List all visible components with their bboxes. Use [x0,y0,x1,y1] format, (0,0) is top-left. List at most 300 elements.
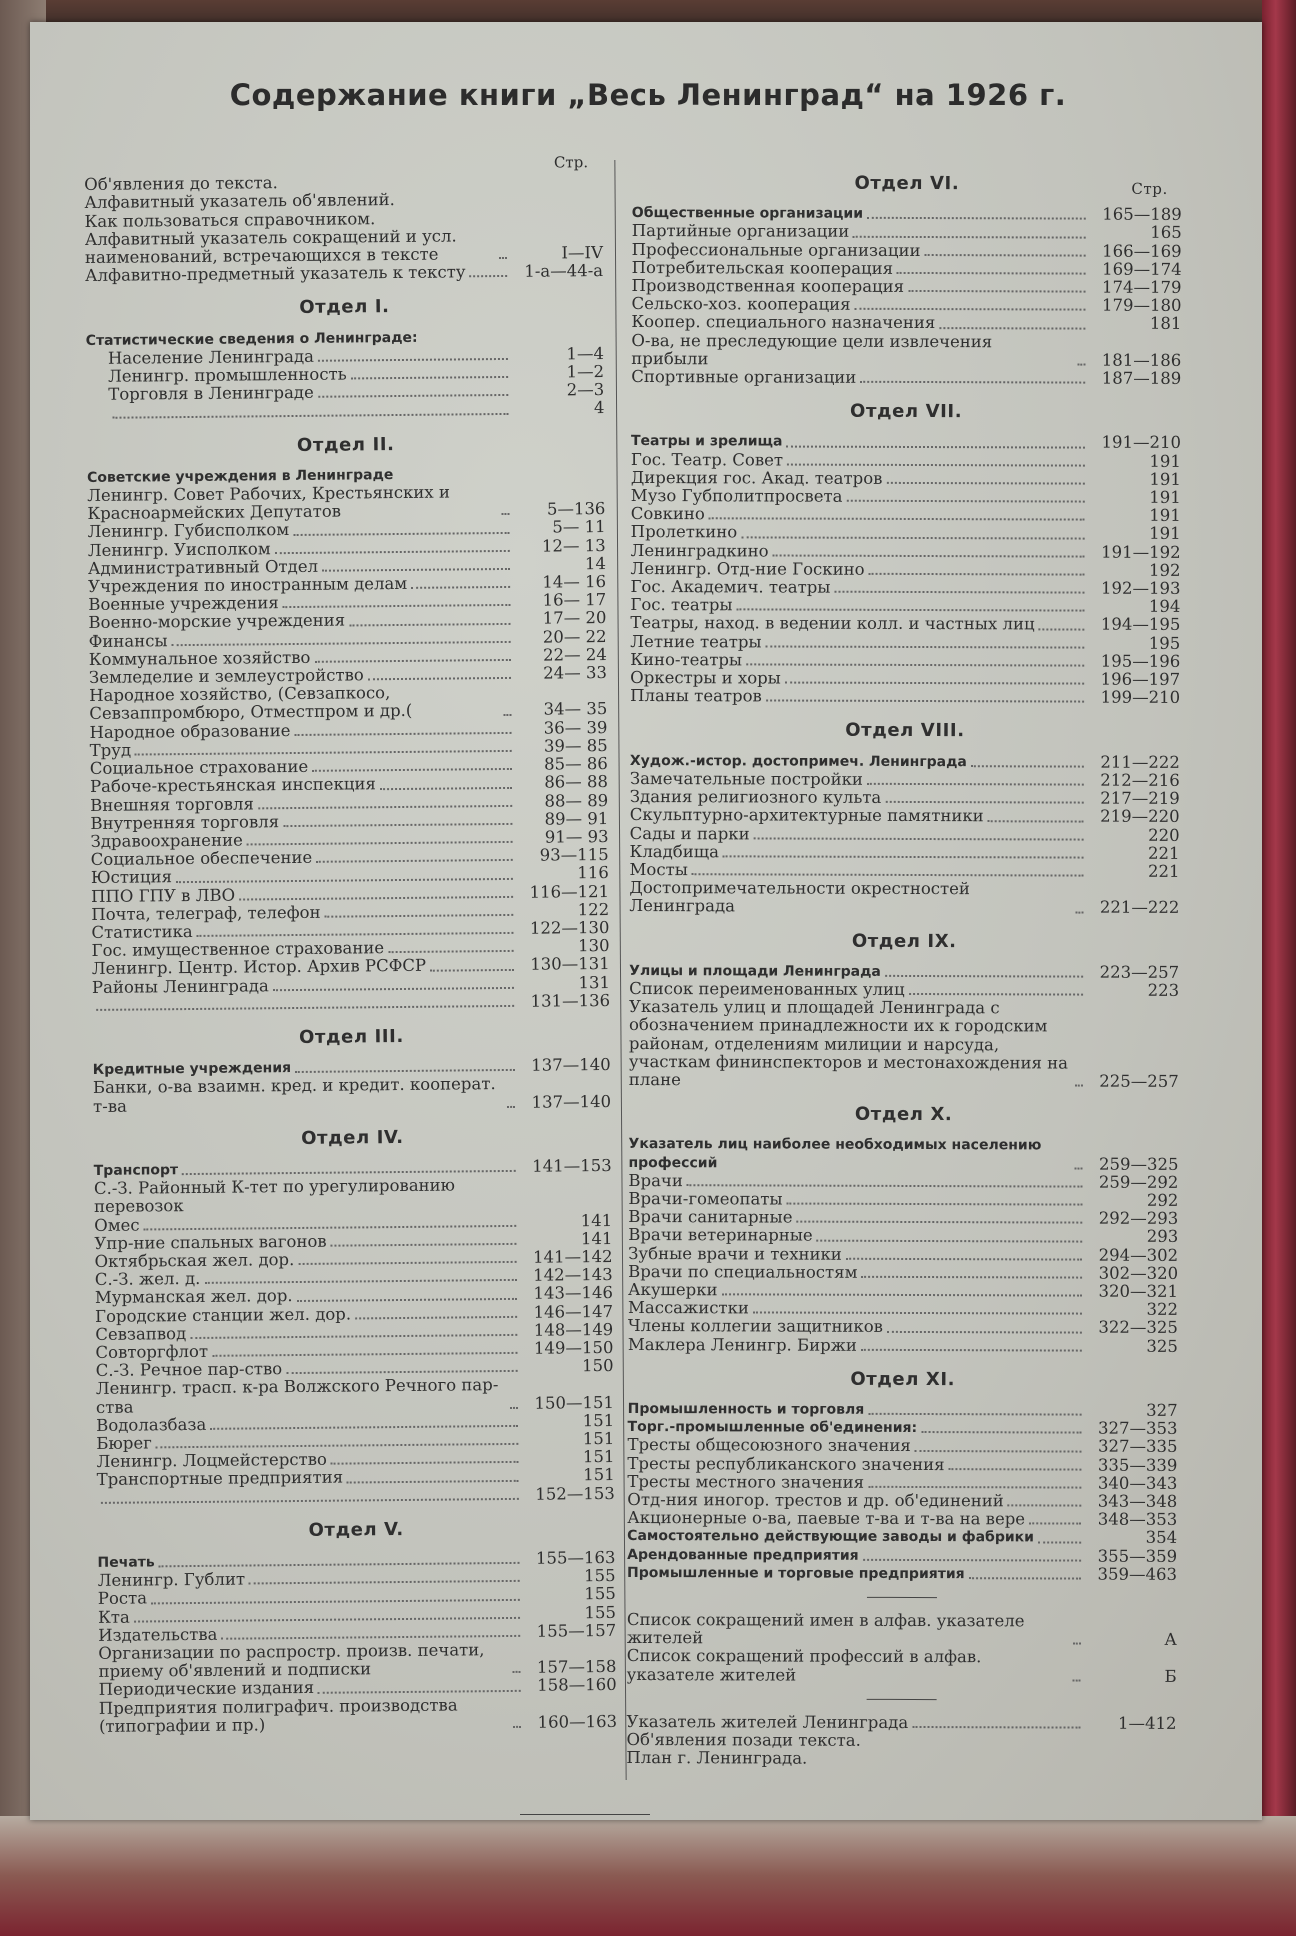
toc-entry [99,1695,617,1736]
entry-label: Алфавитно-предметный указатель к тексту [85,262,466,286]
leader-dots [846,500,1084,503]
entry-label: Ленингр. Центр. Истор. Архив РСФСР [91,956,427,979]
entry-page: 191 [1149,487,1181,507]
entry-page: 158—160 [537,1675,617,1696]
leader-dots [687,1184,1083,1187]
entry-label: Тресты общесоюзного значения [627,1435,911,1456]
entry-label: Ленингр. Гублит [97,1569,246,1591]
entry-page: 320—321 [1098,1281,1179,1301]
leader-dots [1008,1505,1082,1507]
entry-page: 340—343 [1097,1473,1178,1493]
entry-label: Оркестры и хоры [630,668,781,688]
entry-label: Дирекция гос. Акад. театров [630,467,883,488]
leader-dots [318,394,508,398]
entry-page: 20— 22 [542,626,607,647]
entry-page: 192—193 [1100,578,1181,598]
entry-label: Внутренняя торговля [90,811,280,833]
entry-page: 293 [1146,1227,1179,1247]
entry-label: Зубные врачи и техники [628,1243,842,1264]
entry-label: Самостоятельно действующие заводы и фабрики [627,1528,1035,1546]
entry-page: 141 [580,1210,613,1230]
entry-label: Административный Отдел [87,556,319,578]
entry-label: Театры, наход. в ведении колл. и частных лиц [630,613,1035,634]
page-title: Содержание книги „Весь Ленинград“ на 1926 г. [229,78,1067,112]
entry-label: Советские учреждения в Ленинграде [86,466,394,486]
entry-label: Арендованные предприятия [627,1546,859,1564]
leader-dots [885,801,1083,804]
entry-label: Промышленные и торговые предприятия [627,1564,965,1582]
entry-page: 348—353 [1097,1509,1178,1530]
leader-dots [112,413,508,419]
entry-page: 220 [1148,825,1180,845]
entry-label: Почта, телеграф, телефон [91,902,321,924]
leader-dots [969,1577,1081,1579]
leader-dots [753,1312,1082,1315]
entry-label: Труд [89,740,132,760]
entry-page: 259—325 [1098,1154,1179,1174]
entry-label: Банки, о-ва взаимн. кред. и кредит. кооперат. т-ва [92,1074,496,1116]
leader-dots [1039,628,1085,630]
leader-dots [96,1005,514,1011]
leader-dots [868,1413,1081,1416]
entry-page: 91— 93 [544,826,609,847]
entry-label: Потребительская кооперация [631,257,894,278]
leader-dots [1029,1523,1081,1525]
entry-label: С.-З. жел. д. [94,1269,201,1290]
leader-dots [863,1559,1081,1562]
leader-dots [368,677,511,680]
leader-dots [297,1297,517,1301]
entry-page: 191 [1149,469,1181,489]
bottom-rule [520,1814,650,1815]
entry-label: Как пользоваться справочником. [84,208,376,231]
entry-label: Военно-морские учреждения [88,610,346,633]
leader-dots [754,837,1084,840]
leader-dots [949,1468,1082,1470]
leader-dots [513,1726,521,1728]
entry-label: Алфавитный указатель об'явлений. [84,190,395,213]
entry-page: 149—150 [533,1337,614,1358]
leader-dots [921,1431,1081,1434]
final-list [626,1713,1176,1770]
entry-page: 1—412 [1118,1713,1177,1733]
leader-dots [746,663,1084,666]
leader-dots [283,823,512,827]
leader-dots [182,1170,516,1175]
entry-page: 294—302 [1098,1245,1179,1265]
section-title: Отдел IX. [851,930,957,952]
entry-page: 36— 39 [543,717,608,738]
entry-page: 131 [578,972,611,992]
entry-page: 191 [1149,451,1181,471]
entry-label: Социальное страхование [89,756,309,779]
left-sections [85,296,617,1736]
leader-dots [773,554,1085,557]
leader-dots [1073,1643,1081,1645]
entry-page: 141—142 [532,1246,613,1267]
entry-label: Совкино [630,504,705,524]
entry-page: 137—140 [531,1091,612,1112]
entry-label: Члены коллегии защитников [627,1316,884,1337]
entry-page: 181—186 [1101,350,1182,370]
preface-list [84,171,603,285]
toc-entry [629,998,1179,1091]
leader-dots [355,1316,517,1320]
leader-dots [470,275,508,277]
entry-page: 191 [1149,506,1181,526]
entry-label: Достопримечательности окрестностей Ленинграда [629,878,970,916]
leader-dots [860,381,1085,384]
separator [867,1597,937,1598]
leader-dots [861,1276,1082,1279]
toc-entry [628,1135,1178,1173]
entry-label: Коммунальное хозяйство [88,647,311,669]
photo-frame-bottom [0,1816,1296,1936]
leader-dots [507,1106,515,1108]
entry-page: 2—3 [566,380,605,400]
leader-dots [886,482,1084,485]
toc-entry [628,1400,1178,1420]
toc-entry [630,843,1180,863]
leader-dots [834,591,1084,594]
entry-label: Статистические сведения о Ленинграде: [85,329,418,349]
leader-dots [190,1334,517,1339]
entry-page: 4 [593,398,605,418]
entry-page: 322—325 [1098,1318,1178,1338]
entry-page: 223—257 [1099,962,1180,982]
entry-label: Гос. театры [630,595,733,615]
entry-page: 181 [1149,314,1182,334]
toc-entry [627,1509,1177,1529]
leader-dots [709,518,1085,521]
entry-page: 14 [584,553,607,574]
entry-page: 169—174 [1102,259,1182,279]
leader-dots [295,1069,515,1073]
toc-entry [629,879,1179,917]
leader-dots [247,841,513,846]
entry-page: 85— 86 [543,754,608,774]
toc-section [631,174,1182,388]
leader-dots [867,783,1084,786]
toc-entry [630,687,1180,707]
leader-dots [787,463,1085,466]
entry-page: 157—158 [536,1657,617,1677]
leader-dots [971,765,1084,767]
toc-entry [87,482,605,523]
leader-dots [258,805,512,809]
leader-dots [298,1261,516,1265]
section-title: Отдел V. [308,1518,404,1541]
entry-label: ППО ГПУ в ЛВО [90,885,236,906]
leader-dots [766,700,1084,703]
leader-dots [351,376,508,380]
entry-page: 187—189 [1101,368,1182,388]
photo-frame-right [1262,0,1296,1936]
leader-dots [151,1599,520,1605]
entry-label: Об'явления позади текста. [626,1730,861,1750]
leader-dots [737,609,1085,612]
toc-section [85,296,604,422]
entry-label: Кино-театры [630,649,743,670]
entry-page: 155 [584,1584,616,1604]
leader-dots [868,1486,1081,1489]
entry-label: Водолазбаза [96,1414,207,1435]
entry-label: Акционерные о-ва, паевые т-ва и т-ва на вере [627,1508,1026,1529]
leader-dots [939,327,1085,330]
leader-dots [322,568,510,572]
entry-page: 148—149 [533,1319,614,1340]
toc-section [628,1105,1179,1356]
section-title: Отдел VII. [850,400,963,423]
toc-section [92,1026,611,1116]
entry-label: Врачи санитарные [628,1207,793,1227]
leader-dots [135,750,512,756]
entry-label: План г. Ленинграда. [626,1748,808,1768]
leader-dots [854,308,1085,311]
entry-page: 151 [582,1428,615,1449]
entry-page: 89— 91 [544,808,609,829]
leader-dots [318,1690,521,1694]
entry-label: Партийные организации [631,221,850,242]
entry-page: 327—353 [1098,1418,1178,1439]
entry-page: 194 [1148,597,1181,617]
section-title: Отдел VIII. [845,720,965,742]
leader-dots [912,1726,1080,1729]
entry-page: 212—216 [1100,770,1180,790]
leader-dots [1075,911,1083,913]
entry-label: Замечательные постройки [629,768,863,789]
entry-label: Летние театры [630,631,762,652]
entry-label: Гос. Театр. Совет [630,449,784,470]
toc-entry [631,487,1181,507]
leader-dots [312,768,512,772]
leader-dots [867,217,1086,220]
leader-dots [1038,1541,1081,1543]
entry-label: Тресты республиканского значения [627,1453,945,1474]
entry-label: Сады и парки [629,823,750,843]
entry-label: Ленингр. промышленность [108,364,347,386]
entry-label: Сельско-хоз. кооперация [631,294,851,314]
entry-page: 143—146 [533,1283,614,1304]
entry-page: 16— 17 [542,590,607,610]
entry-label: Финансы [88,630,168,651]
toc-section [93,1127,615,1508]
toc-section [87,434,611,1015]
entry-label: Периодические издания [98,1678,315,1700]
leader-dots [988,820,1084,822]
entry-label: Население Ленинграда [107,346,315,368]
leader-dots [1074,1167,1082,1169]
entry-page: 131—136 [530,990,611,1011]
leader-dots [692,873,1084,876]
abbreviation-entry [627,1647,1177,1685]
right-column [626,158,1182,1769]
leader-dots [349,623,510,627]
entry-label: О-ва, не преследующие цели извлечения прибыли [631,330,993,369]
entry-page: 335—339 [1097,1455,1178,1475]
entry-label: С.-З. Речное пар-ство [95,1359,283,1381]
entry-label: Об'явления до текста. [84,173,278,195]
entry-page: 17— 20 [542,608,607,629]
section-title: Отдел I. [299,296,390,319]
entry-page: 196—197 [1100,669,1181,689]
separator [867,1699,937,1700]
entry-page: 179—180 [1101,295,1182,316]
entry-page: 88— 89 [544,790,609,811]
entry-page: 1—4 [566,343,604,364]
leader-dots [286,1370,518,1374]
leader-dots [861,1349,1082,1352]
entry-page: 160—163 [537,1711,618,1732]
entry-label: Рабоче-крестьянская инспекция [89,774,376,797]
leader-dots [411,586,510,589]
entry-page: 192 [1149,560,1181,580]
entry-label: Ленингр. Лоцмейстерство [96,1449,328,1472]
entry-page: 5— 11 [552,517,606,537]
leader-dots [501,513,509,515]
section-title: Отдел X. [854,1103,953,1126]
leader-dots [909,993,1083,996]
entry-label: Врачи-гомеопаты [628,1188,783,1209]
leader-dots [197,932,514,937]
leader-dots [796,1221,1082,1224]
leader-dots [134,1617,520,1623]
leader-dots [787,1203,1083,1206]
entry-page: 24— 33 [543,663,608,683]
entry-label: Гос. имущественное страхование [91,938,385,961]
leader-dots [897,272,1086,275]
entry-page: 165 [1150,223,1182,243]
entry-label: Военные учреждения [88,593,279,615]
entry-page: 151 [582,1447,615,1467]
entry-label: Предприятия полиграфич. производства (типографии и пр.) [98,1695,458,1736]
entry-page: 151 [582,1410,615,1431]
entry-page: 221—222 [1099,897,1180,918]
entry-label: Список переименованных улиц [629,978,905,999]
entry-page: 223 [1147,980,1180,1000]
leader-dots [869,573,1085,576]
leader-dots [513,1671,521,1673]
entry-label: Кладбища [629,841,719,862]
leader-dots [249,1580,520,1585]
entry-label: Врачи по специальностям [628,1261,858,1282]
entry-label: Музо Губполитпросвета [630,486,843,506]
entry-page: 141 [580,1228,613,1249]
toc-section [630,402,1181,707]
entry-label: Транспортные предприятия [96,1467,344,1490]
leader-dots [204,1279,516,1284]
page-column-header: Стр. [1131,179,1168,198]
toc-entry [89,682,607,723]
entry-label: Указатель жителей Ленинграда [626,1711,909,1732]
entry-label: Скульптурно-архитектурные памятники [629,805,984,826]
entry-label: Районы Ленинграда [91,975,269,997]
leader-dots [766,645,1085,648]
entry-page: 116—121 [529,881,610,902]
entry-label: Транспорт [93,1162,179,1179]
entry-page: 14— 16 [542,572,607,592]
leader-dots [741,536,1084,539]
leader-dots [885,975,1083,978]
entry-label: Улицы и площади Ленинграда [629,962,881,980]
entry-label: Омес [94,1215,140,1235]
entry-page: 191 [1149,524,1181,544]
entry-label: Юстиция [90,867,173,888]
entry-label: Массажистки [627,1298,749,1318]
leader-dots [785,682,1084,685]
entry-label: Упр-ние спальных вагонов [94,1231,327,1253]
entry-label: Организации по распростр. произв. печати, приему об'явлений и подписки [98,1640,485,1682]
section-title: Отдел XI. [850,1368,956,1390]
section-title: Отдел III. [298,1025,404,1048]
entry-page: 137—140 [531,1055,611,1075]
entry-page: 151 [583,1465,615,1485]
toc-section [97,1519,617,1736]
entry-page: 325 [1146,1336,1178,1356]
leader-dots [503,714,511,716]
entry-page: 343—348 [1097,1491,1178,1511]
entry-page: 199—210 [1100,687,1181,708]
entry-page: 122—130 [529,917,610,938]
toc-section [629,721,1180,917]
toc-entry [627,1527,1177,1547]
entry-label: Ленингр. Уисполком [87,538,271,560]
entry-label: Внешняя торговля [90,793,254,815]
entry-label: Планы театров [630,686,762,706]
entry-page: 322 [1146,1299,1179,1320]
leader-dots [318,358,508,362]
entry-page: 1-а—44-а [524,261,604,281]
leader-dots [316,859,513,863]
leader-dots [172,641,511,646]
toc-section [627,1370,1178,1584]
toc-entry [627,1564,1177,1584]
toc-entry [94,1175,612,1216]
entry-label: Профессиональные организации [631,239,921,260]
leader-dots [212,1352,517,1357]
entry-label: Издательства [98,1624,218,1645]
leader-dots [101,1498,519,1504]
leader-dots [1075,1085,1083,1087]
leader-dots [925,254,1086,257]
entry-label: Ленинградкино [630,540,769,561]
entry-label: С.-З. Районный К-тет по урегулированию перевозок [93,1175,456,1217]
entry-page: 5—136 [546,499,606,519]
section-title: Отдел II. [296,433,395,456]
entry-label: Общественные организации [631,205,864,223]
entry-label: Худож.-истор. достопримеч. Ленинграда [629,752,967,770]
entry-page: 259—292 [1098,1172,1179,1192]
right-sections [627,174,1182,1584]
final-entry [626,1749,1176,1769]
entry-label: Ленингр. трасп. к-ра Волжского Речного пар-ства [95,1375,499,1417]
leader-dots [722,1293,1083,1296]
entry-label: Гос. Академич. театры [630,577,831,597]
entry-page: 221 [1147,861,1180,881]
leader-dots [331,1243,517,1247]
entry-page: 225—257 [1099,1071,1179,1091]
entry-page: 292 [1146,1190,1179,1210]
entry-label: Совторгфлот [95,1341,209,1362]
leader-dots [887,1330,1082,1333]
leader-dots [325,914,514,918]
entry-page: 174—179 [1102,277,1182,297]
entry-page: 195—196 [1100,651,1181,671]
toc-entry [631,368,1181,388]
toc-entry [631,332,1181,370]
entry-label: Ленингр. Совет Рабочих, Крестьянских и Красноармейских Депутатов [87,482,450,524]
entry-page: 116 [577,863,609,883]
